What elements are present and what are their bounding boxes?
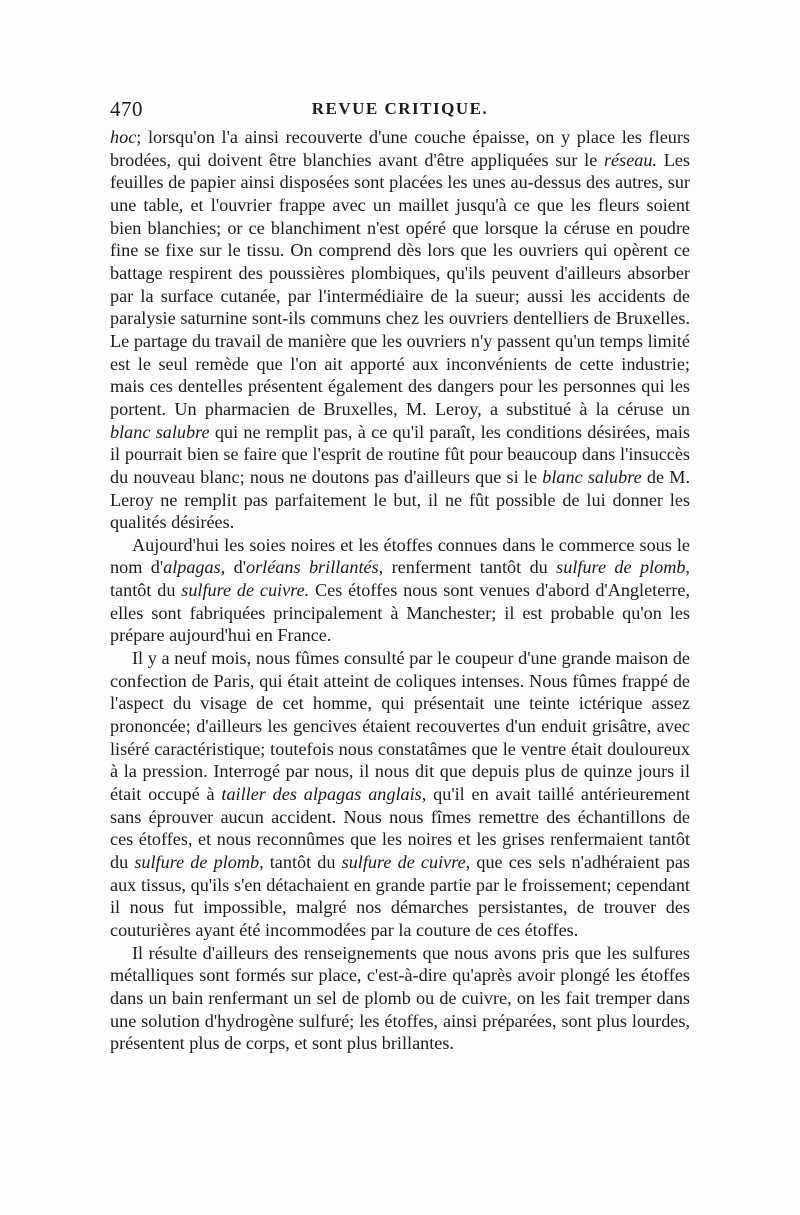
text-segment-italic: sulfure de plomb, bbox=[556, 557, 690, 578]
text-segment-italic: sulfure de cuivre, bbox=[341, 852, 471, 872]
text-segment: Aujourd'hui les soies noires et les étoffes connues dans le commerce sous le nom d' bbox=[110, 534, 690, 578]
paragraph bbox=[110, 647, 690, 942]
text-segment: tantôt du bbox=[263, 852, 342, 872]
text-segment-italic: réseau. bbox=[603, 149, 658, 170]
text-segment: que ces sels n'adhéraient pas aux tissus, qu'ils s'en détachaient en grande partie par le froissement; cependant il nous fut impossible, malgré nos démarches persistantes, de trouver des couturières ayant été incommodées par la couture de ces étoffes. bbox=[110, 852, 691, 940]
text-segment: Les feuilles de papier ainsi disposées sont placées les unes au-dessus des autres, sur une table, et l'ouvrier frappe avec un maillet jusqu'à ce que les fleurs soient bien blanchies; or ce blanchiment n'est opéré que lorsque la céruse en poudre fine se fixe sur le tissu. On comprend dès lors que les ouvriers qui opèrent ce battage respirent des poussières plombiques, qu'ils peuvent d'ailleurs absorber par la surface cutanée, par l'intermédiaire de la sueur; aussi les accidents de paralysie saturnine sont-ils communs chez les ouvriers dentelliers de Bruxelles. Le partage du travail de manière que les ouvriers n'y passent qu'un temps limité est le seul remède que l'on ait apporté aux inconvénients de cette industrie; mais ces dentelles présentent également des dangers pour les personnes qui les portent. Un pharmacien de Bruxelles, M. Leroy, a substitué à la céruse un bbox=[110, 149, 690, 419]
paragraph bbox=[110, 534, 690, 647]
text-segment-italic: sulfure de plomb, bbox=[134, 852, 264, 872]
page-number: 470 bbox=[110, 97, 143, 121]
text-segment: tantôt du bbox=[110, 580, 182, 601]
text-segment-italic: blanc salubre bbox=[110, 421, 210, 442]
paragraph bbox=[110, 126, 690, 534]
text-segment-italic: sulfure de cuivre. bbox=[181, 580, 310, 601]
text-segment: qui ne remplit pas, à ce qu'il paraît, les conditions désirées, mais il pourrait bien se faire que l'esprit de routine fût pour beaucoup dans l'insuccès du nouveau blanc; nous ne doutons pas d'ailleurs que si le bbox=[110, 421, 691, 487]
text-segment: Il y a neuf mois, nous fûmes consulté par le coupeur d'une grande maison de confection de Paris, qui était atteint de coliques intenses. Nous fûmes frappé de l'aspect du visage de cet homme, qui présentait une teinte ictérique assez prononcée; d'ailleurs les gencives étaient recouvertes d'un enduit grisâtre, avec liséré caractéristique; toutefois nous constatâmes que le ventre était douloureux à la pression. Interrogé par nous, il nous dit que depuis plus de quinze jours il était occupé à bbox=[110, 648, 690, 805]
text-segment: renferment tantôt du bbox=[383, 557, 557, 578]
text-segment-italic: alpagas, bbox=[163, 557, 226, 578]
body-text bbox=[110, 126, 690, 1055]
text-segment: ; lorsqu'on l'a ainsi recouverte d'une couche épaisse, on y place les fleurs brodées, qui doivent être blanchies avant d'être appliquées sur le bbox=[110, 127, 690, 170]
running-title: REVUE CRITIQUE. bbox=[311, 99, 489, 118]
text-segment-italic: tailler des alpagas anglais, bbox=[221, 784, 427, 805]
text-segment-italic: orléans brillantés, bbox=[246, 557, 384, 578]
page-header bbox=[110, 97, 690, 127]
text-segment: Il résulte d'ailleurs des renseignements que nous avons pris que les sulfures métalliques sont formés sur place, c'est-à-dire qu'après avoir plongé les étoffes dans un bain renfermant un sel de plomb ou de cuivre, on les fait tremper dans une solution d'hydrogène sulfuré; les étoffes, ainsi préparées, sont plus lourdes, présentent plus de corps, et sont plus brillantes. bbox=[110, 942, 690, 1054]
text-segment-italic: hoc bbox=[110, 127, 137, 147]
text-segment-italic: blanc salubre bbox=[542, 466, 642, 487]
text-segment: qu'il en avait taillé antérieurement sans éprouver aucun accident. Nous nous fîmes remettre des échantillons de ces étoffes, et nous reconnûmes que les noires et les grises renfermaient tantôt du bbox=[110, 784, 690, 872]
text-segment: Ces étoffes nous sont venues d'abord d'Angleterre, elles sont fabriquées principalement à Manchester; il est probable qu'on les prépare aujourd'hui en France. bbox=[110, 580, 691, 646]
text-segment: de M. Leroy ne remplit pas parfaitement le but, il ne fût possible de lui donner les qualités désirées. bbox=[110, 466, 691, 533]
paragraph bbox=[110, 942, 690, 1055]
text-segment: d' bbox=[225, 557, 247, 578]
